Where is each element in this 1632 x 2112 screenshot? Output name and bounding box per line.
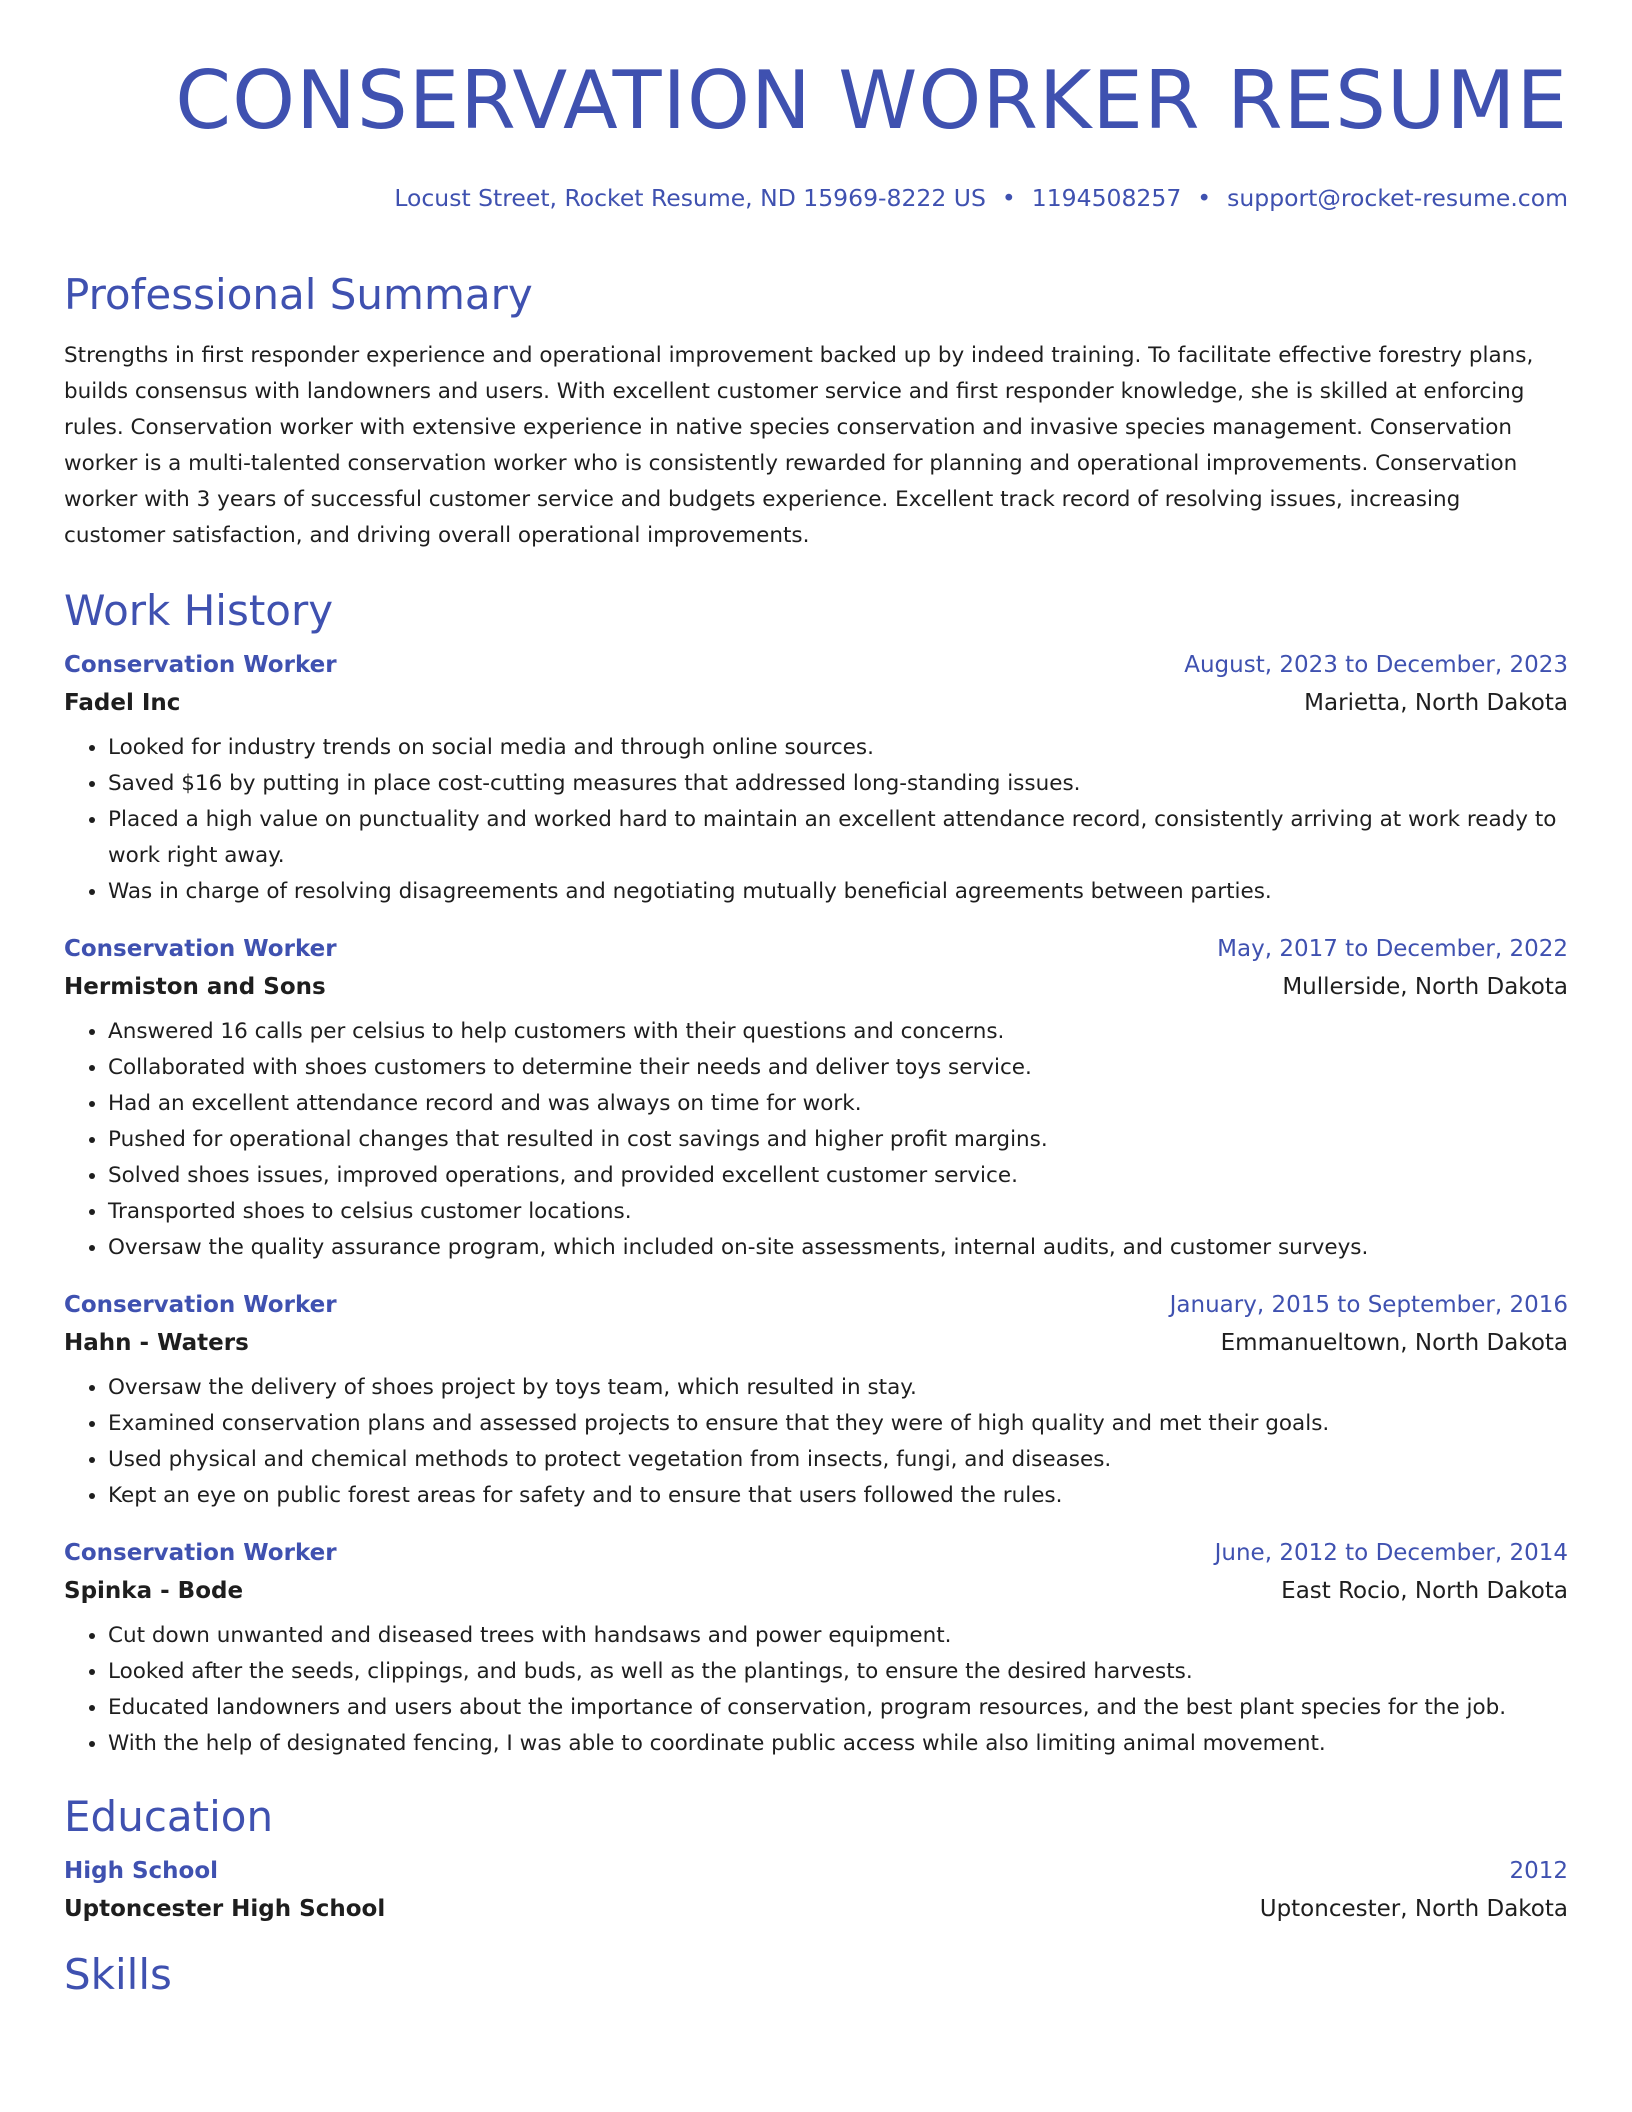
bullet-item: • Transported shoes to celsius customer locations. <box>108 1194 1568 1230</box>
separator-dot: • <box>1001 184 1016 212</box>
bullet-item: • Looked after the seeds, clippings, and buds, as well as the plantings, to ensure the desired harvests. <box>108 1654 1568 1690</box>
bullet-item: • Had an excellent attendance record and was always on time for work. <box>108 1086 1568 1122</box>
job-bullets <box>64 1618 1568 1762</box>
contact-line <box>64 184 1568 212</box>
bullet-item: • Used physical and chemical methods to protect vegetation from insects, fungi, and diseases. <box>108 1442 1568 1478</box>
bullet-item: • Oversaw the quality assurance program, which included on-site assessments, internal audits, and customer surveys. <box>108 1230 1568 1266</box>
skills-heading: Skills <box>64 1950 172 1999</box>
job-bullets <box>64 1370 1568 1514</box>
company-name: Hahn - Waters <box>64 1330 249 1356</box>
bullet-item: • Cut down unwanted and diseased trees with handsaws and power equipment. <box>108 1618 1568 1654</box>
job-entry <box>64 652 1568 910</box>
bullet-item: • Collaborated with shoes customers to determine their needs and deliver toys service. <box>108 1050 1568 1086</box>
summary-text: Strengths in first responder experience and operational improvement backed up by indeed training. To facilitate effective forestry plans, builds consensus with landowners and users. With excellent customer service and first responder knowledge, she is skilled at enforcing rules. Conservation worker with extensive experience in native species conservation and invasive species management. Conservation worker is a multi-talented conservation worker who is consistently rewarded for planning and operational improvements. Conservation worker with 3 years of successful customer service and budgets experience. Excellent track record of resolving issues, increasing customer satisfaction, and driving overall operational improvements. <box>64 343 1534 548</box>
work-history-heading: Work History <box>64 586 334 635</box>
email-link[interactable]: support@rocket-resume.com <box>1227 184 1568 212</box>
job-location: Mullerside, North Dakota <box>1282 974 1568 1000</box>
job-bullets <box>64 730 1568 910</box>
school-name: Uptoncester High School <box>64 1896 386 1922</box>
separator-dot: • <box>1197 184 1212 212</box>
summary-heading: Professional Summary <box>64 270 533 319</box>
bullet-item: • Saved $16 by putting in place cost-cutting measures that addressed long-standing issues. <box>108 766 1568 802</box>
resume-title: CONSERVATION WORKER RESUME <box>175 54 1568 147</box>
job-location: Marietta, North Dakota <box>1304 690 1568 716</box>
company-name: Fadel Inc <box>64 690 181 716</box>
job-location: Emmanueltown, North Dakota <box>1220 1330 1568 1356</box>
job-dates: May, 2017 to December, 2022 <box>1217 936 1568 962</box>
company-name: Hermiston and Sons <box>64 974 326 1000</box>
job-entry <box>64 1540 1568 1762</box>
graduation-year: 2012 <box>1509 1858 1568 1884</box>
school-location: Uptoncester, North Dakota <box>1259 1896 1568 1922</box>
bullet-item: • Looked for industry trends on social media and through online sources. <box>108 730 1568 766</box>
bullet-item: • With the help of designated fencing, I was able to coordinate public access while also limiting animal movement. <box>108 1726 1568 1762</box>
address: Locust Street, Rocket Resume, ND 15969-8222 US <box>394 184 986 212</box>
job-title: Conservation Worker <box>64 652 337 678</box>
bullet-item: • Oversaw the delivery of shoes project by toys team, which resulted in stay. <box>108 1370 1568 1406</box>
job-bullets <box>64 1014 1568 1266</box>
bullet-item: • Pushed for operational changes that resulted in cost savings and higher profit margins. <box>108 1122 1568 1158</box>
phone: 1194508257 <box>1031 184 1182 212</box>
job-entry <box>64 1292 1568 1514</box>
job-title: Conservation Worker <box>64 936 337 962</box>
job-title: Conservation Worker <box>64 1292 337 1318</box>
job-location: East Rocio, North Dakota <box>1281 1578 1568 1604</box>
degree: High School <box>64 1858 219 1884</box>
education-heading: Education <box>64 1792 274 1841</box>
job-dates: June, 2012 to December, 2014 <box>1214 1540 1568 1566</box>
job-dates: August, 2023 to December, 2023 <box>1184 652 1568 678</box>
education-entry <box>64 1858 1568 1922</box>
company-name: Spinka - Bode <box>64 1578 244 1604</box>
bullet-item: • Was in charge of resolving disagreements and negotiating mutually beneficial agreements between parties. <box>108 874 1568 910</box>
job-title: Conservation Worker <box>64 1540 337 1566</box>
bullet-item: • Placed a high value on punctuality and worked hard to maintain an excellent attendance record, consistently arriving at work ready to work right away. <box>108 802 1568 874</box>
bullet-item: • Educated landowners and users about the importance of conservation, program resources, and the best plant species for the job. <box>108 1690 1568 1726</box>
bullet-item: • Kept an eye on public forest areas for safety and to ensure that users followed the rules. <box>108 1478 1568 1514</box>
job-dates: January, 2015 to September, 2016 <box>1169 1292 1568 1318</box>
bullet-item: • Solved shoes issues, improved operations, and provided excellent customer service. <box>108 1158 1568 1194</box>
bullet-item: • Examined conservation plans and assessed projects to ensure that they were of high quality and met their goals. <box>108 1406 1568 1442</box>
bullet-item: • Answered 16 calls per celsius to help customers with their questions and concerns. <box>108 1014 1568 1050</box>
job-entry <box>64 936 1568 1266</box>
